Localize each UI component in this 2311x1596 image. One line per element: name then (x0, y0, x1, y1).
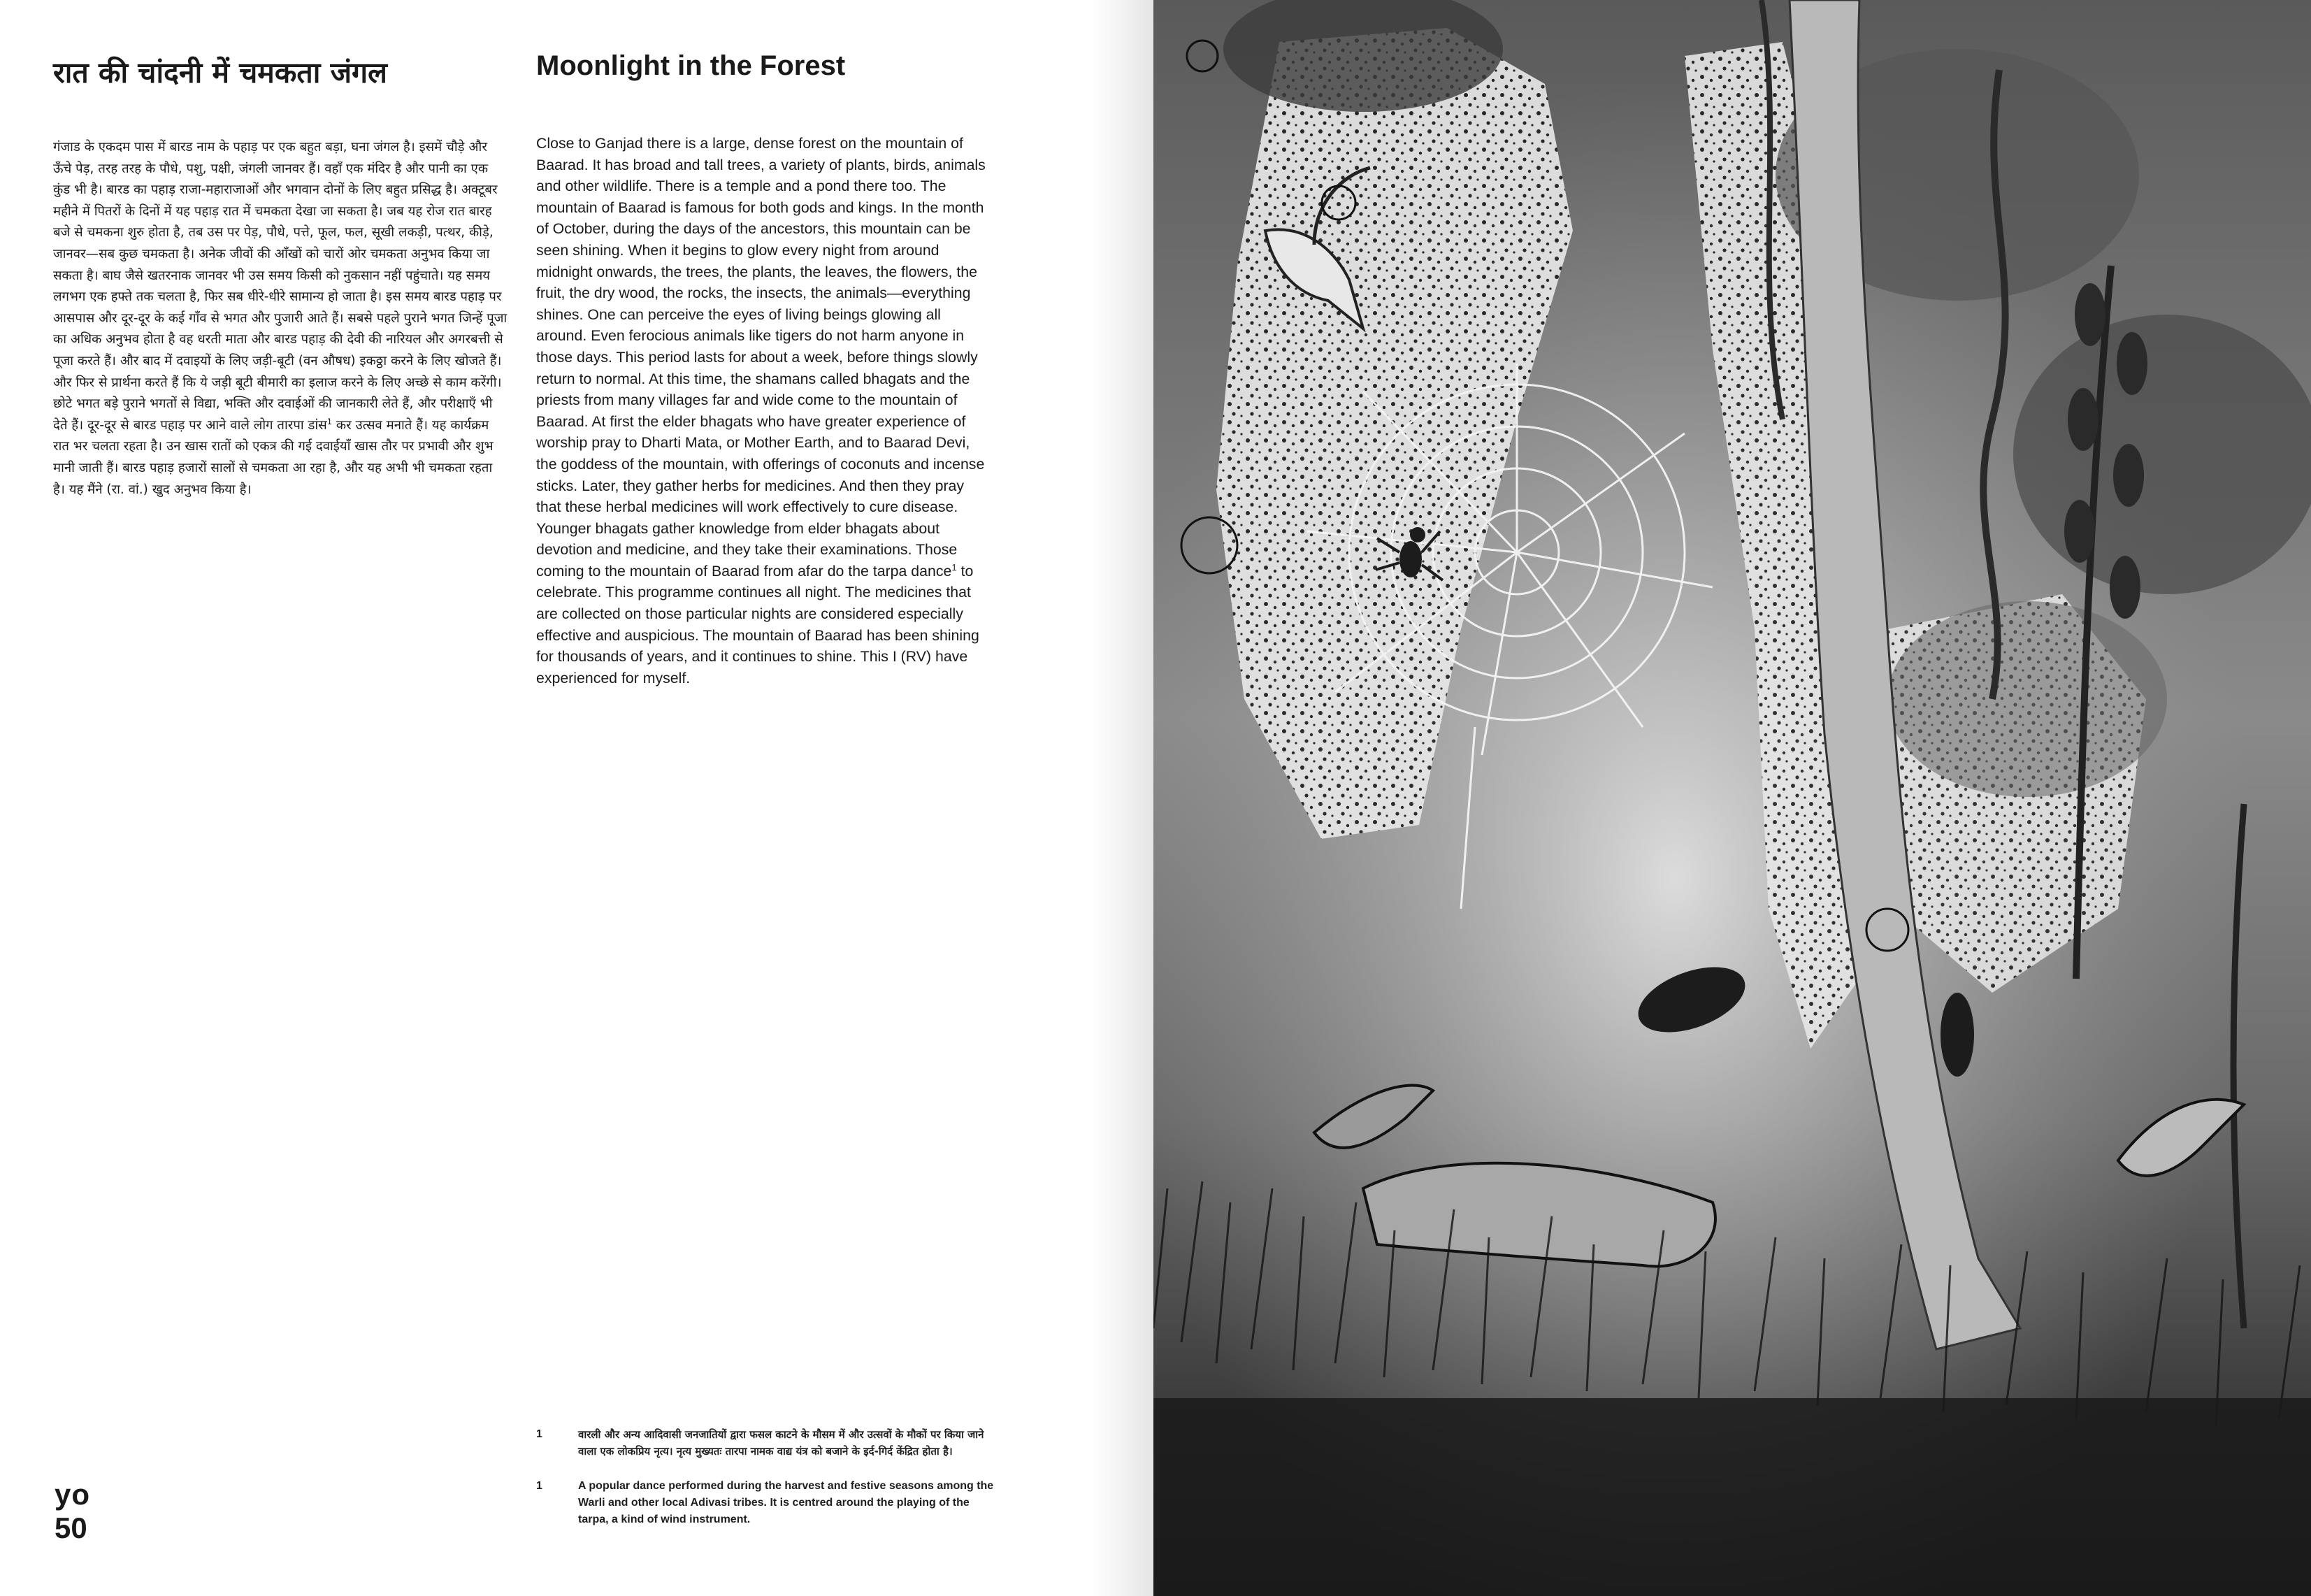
footnote-number: 1 (536, 1428, 542, 1440)
english-body-text-continued: to celebrate. This programme continues all night. The medicines that are collected on those particular nights are considered especially effective and auspicious. The mountain of Baarad has been shining for thousands of years, and it continues to shine. This I (RV) have experienced for myself. (536, 562, 979, 686)
footnote-text: A popular dance performed during the harvest and festive seasons among the Warli and other local Adivasi tribes. It is centred around the playing of the tarpa, a kind of wind instrument. (578, 1480, 994, 1525)
english-footnote-marker[interactable]: 1 (951, 561, 957, 573)
footnote-hindi (536, 1426, 998, 1460)
right-page (1153, 0, 2311, 1596)
english-title: Moonlight in the Forest (536, 50, 846, 81)
dark-leaf (2013, 315, 2311, 594)
english-body (536, 133, 989, 689)
footnotes (536, 1426, 998, 1546)
hindi-body-text: गंजाड के एकदम पास में बारड नाम के पहाड़ पर एक बहुत बड़ा, घना जंगल है। इसमें चौड़े और ऊँचे पेड़, तरह तरह के पौधे, पशु, पक्षी, जंगली जानवर हैं। वहाँ एक मंदिर है और पानी का एक कुंड भी है। बारड का पहाड़ राजा-महाराजाओं और भगवान दोनों के लिए बहुत प्रसिद्ध है। अक्टूबर महीने में पितरों के दिनों में यह पहाड़ रात में चमकता देखा जा सकता है। जब यह रोज रात बारह बजे से चमकना शुरु होता है, तब उस पर पेड़, पौधे, पत्ते, फूल, फल, सूखी लकड़ी, पत्थर, कीड़े, जानवर—सब कुछ चमकता है। अनेक जीवों की आँखों को चारों ओर चमकता अनुभव किया जा सकता है। बाघ जैसे खतरनाक जानवर भी उस समय किसी को नुकसान नहीं पहुंचाते। यह समय लगभग एक हफ्ते तक चलता है, फिर सब धीरे-धीरे सामान्य हो जाता है। इस समय बारड पहाड़ पर आसपास और दूर-दूर के कई गाँव से भगत और पुजारी आते हैं। सबसे पहले पुराने भगत जिन्हें पूजा का अधिक अनुभव होता है वह धरती माता और बारड पहाड़ की देवी की नारियल और अगरबत्ती से पूजा करते हैं। और बाद में दवाइयों के लिए जड़ी-बूटी (वन औषध) इकठ्ठा करने के लिए खोजते हैं। और फिर से प्रार्थना करते हैं कि ये जड़ी बूटी बीमारी का इलाज करने के लिए अच्छे से काम करेंगी। छोटे भगत बड़े पुराने भगतों से विद्या, भक्ति और दवाईओं की जानकारी लेते हैं, और परीक्षाएँ भी देते हैं। दूर-दूर से बारड पहाड़ पर आने वाले लोग तारपा डांस (53, 140, 507, 433)
footnote-number: 1 (536, 1480, 542, 1492)
hindi-title: रात की चांदनी में चमकता जंगल (53, 56, 387, 89)
english-body-text: Close to Ganjad there is a large, dense forest on the mountain of Baarad. It has broad and tall trees, a variety of plants, birds, animals and other wildlife. There is a temple and a pond there too. The mountain of Baarad is famous for both gods and kings. In the month of October, during the days of the ancestors, this mountain can be seen shining. When it begins to glow every night from around midnight onwards, the trees, the plants, the leaves, the flowers, the fruit, the dry wood, the rocks, the insects, the animals—everything shines. One can perceive the eyes of living beings glowing all around. Even ferocious animals like tigers do not harm anyone in those days. This period lasts for about a week, before things slowly return to normal. At this time, the shamans called bhagats and the priests from many villages far and wide come to the mountain of Baarad. At first the elder bhagats who have greater experience of worship pray to Dharti Mata, or Mother Earth, and to Baarad Devi, the goddess of the mountain, with offerings of coconuts and incense sticks. Later, they gather herbs for medicines. And then they pray that these herbal medicines will work effectively to cure disease. Younger bhagats gather knowledge from elder bhagats about devotion and medicine, and they take their examinations. Those coming to the mountain of Baarad from afar do the tarpa dance (536, 135, 986, 580)
insect (1941, 993, 1974, 1077)
footnote-english (536, 1478, 998, 1528)
footnote-text: वारली और अन्य आदिवासी जनजातियों द्वारा फसल काटने के मौसम में और उत्सवों के मौकों पर किया जाने वाला एक लोकप्रिय नृत्य। नृत्य मुख्यतः तारपा नामक वाद्य यंत्र को बजाने के इर्द-गिर्द केंद्रित होता है। (578, 1428, 984, 1458)
ground (1153, 1398, 2311, 1596)
left-page (0, 0, 1153, 1596)
hindi-body (53, 137, 507, 501)
gutter-shadow (1090, 0, 1153, 1596)
page-number: 50 (55, 1511, 87, 1544)
dark-leaf (1887, 601, 2167, 797)
forest-artwork (1153, 0, 2311, 1596)
hindi-body-text-continued: कर उत्सव मनाते हैं। यह कार्यक्रम रात भर चलता रहता है। उन खास रातों को एकत्र की गई दवाईयाँ खास तौर पर प्रभावी और शुभ मानी जाती हैं। बारड पहाड़ हजारों सालों से चमकता आ रहा है, और यह अभी भी चमकता रहता है। यह मैंने (रा. वां.) खुद अनुभव किया है। (53, 417, 494, 497)
hindi-footnote-marker[interactable]: 1 (326, 416, 333, 426)
magazine-logo: yo (55, 1478, 91, 1511)
